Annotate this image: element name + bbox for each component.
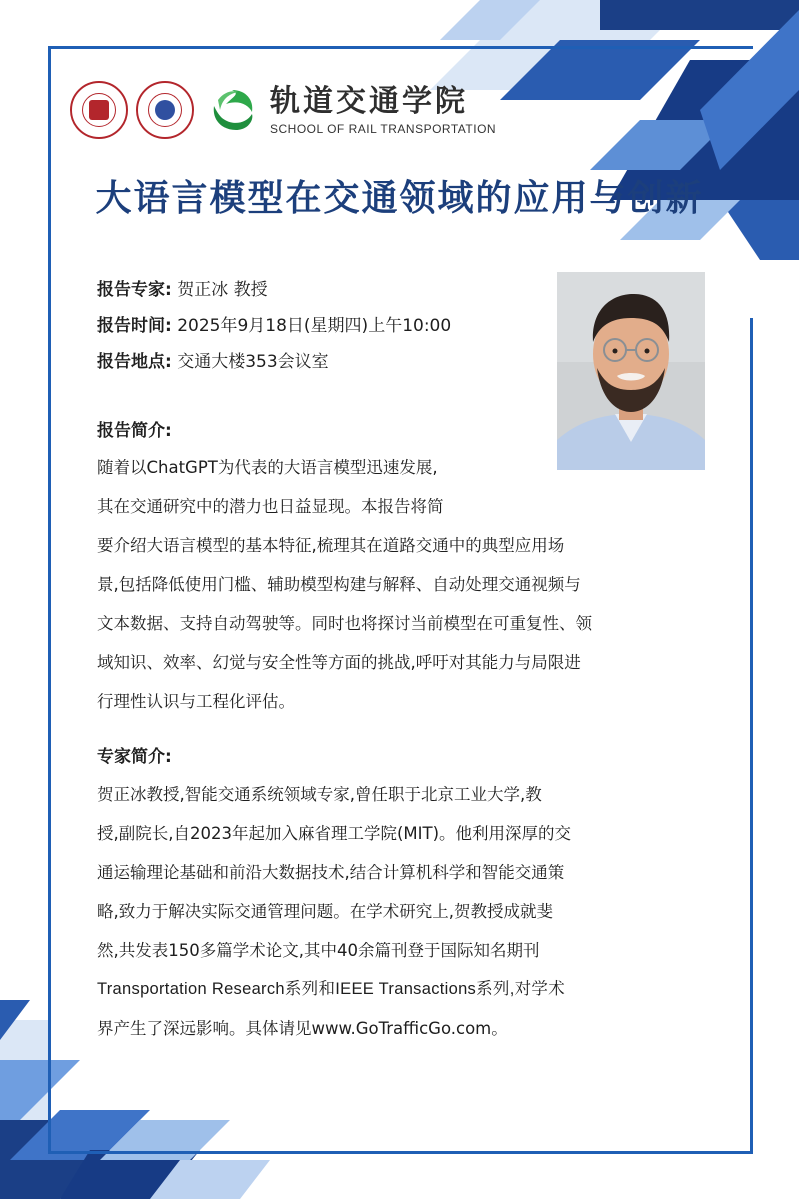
speaker-label: 报告专家: <box>97 280 172 300</box>
lecture-title: 大语言模型在交通领域的应用与创新 <box>95 178 704 219</box>
university-seal-red-icon <box>70 81 128 139</box>
bio-line: 略,致力于解决实际交通管理问题。在学术研究上,贺教授成就斐 <box>97 902 553 921</box>
bio-line: Transportation Research系列和IEEE Transactions系列,对学术 <box>97 980 565 998</box>
school-header <box>70 68 496 152</box>
bio-line: 界产生了深远影响。具体请见www.GoTrafficGo.com。 <box>97 1019 508 1038</box>
abstract-line: 要介绍大语言模型的基本特征,梳理其在道路交通中的典型应用场 <box>97 536 565 555</box>
time-value: 2025年9月18日(星期四)上午10:00 <box>177 316 452 336</box>
time-row <box>97 308 451 344</box>
time-label: 报告时间: <box>97 316 172 336</box>
bio-line: 通运输理论基础和前沿大数据技术,结合计算机科学和智能交通策 <box>97 863 565 882</box>
bio-line: 授,副院长,自2023年起加入麻省理工学院(MIT)。他利用深厚的交 <box>97 824 572 843</box>
abstract-line: 随着以ChatGPT为代表的大语言模型迅速发展, <box>97 458 438 477</box>
bio-line: 贺正冰教授,智能交通系统领域专家,曾任职于北京工业大学,教 <box>97 785 542 804</box>
speaker-photo <box>557 272 705 470</box>
speaker-value: 贺正冰 教授 <box>177 280 268 300</box>
place-value: 交通大楼353会议室 <box>177 352 329 372</box>
abstract-line: 域知识、效率、幻觉与安全性等方面的挑战,呼吁对其能力与局限进 <box>97 653 581 672</box>
school-name <box>270 84 496 136</box>
abstract-line: 景,包括降低使用门槛、辅助模型构建与解释、自动处理交通视频与 <box>97 575 581 594</box>
abstract-line: 文本数据、支持自动驾驶等。同时也将探讨当前模型在可重复性、领 <box>97 614 592 633</box>
school-name-cn: 轨道交通学院 <box>270 84 468 119</box>
bio-line: 然,共发表150多篇学术论文,其中40余篇刊登于国际知名期刊 <box>97 941 540 960</box>
speaker-row <box>97 272 451 308</box>
lecture-info <box>97 272 451 380</box>
place-row <box>97 344 451 380</box>
abstract-body <box>97 448 717 721</box>
school-name-en: SCHOOL OF RAIL TRANSPORTATION <box>270 122 497 136</box>
green-leaf-logo-icon <box>208 86 256 134</box>
abstract-heading: 报告简介: <box>97 421 172 441</box>
speaker-portrait-icon <box>557 272 705 470</box>
bio-body <box>97 775 717 1048</box>
abstract-line: 其在交通研究中的潜力也日益显现。本报告将简 <box>97 497 444 516</box>
place-label: 报告地点: <box>97 352 172 372</box>
university-seal-blue-icon <box>136 81 194 139</box>
bio-heading: 专家简介: <box>97 747 172 767</box>
abstract-line: 行理性认识与工程化评估。 <box>97 692 295 711</box>
